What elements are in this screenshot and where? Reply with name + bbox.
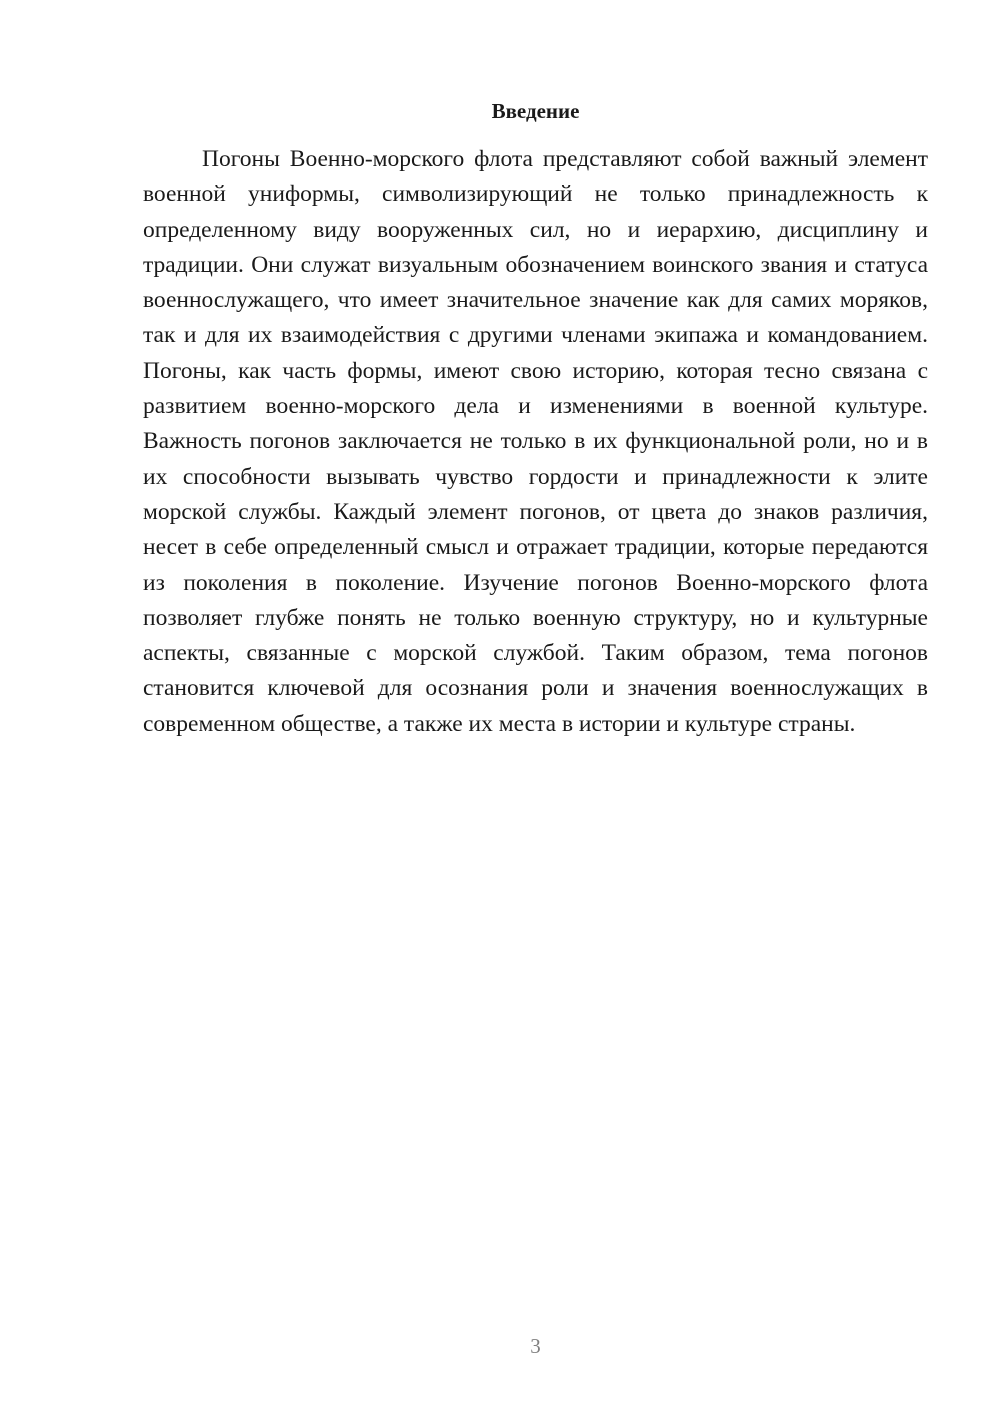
section-heading: Введение — [491, 99, 580, 123]
page-number: 3 — [530, 1334, 541, 1358]
body-paragraph: Погоны Военно-морского флота представляют собой важный элемент военной униформы, символизирующий не только принадлежность к определенному виду вооруженных сил, но и иерархию, дисциплину и традиции. Они служат визуальным обозначением воинского звания и статуса военнослужащего, что имеет значительное значение как для самих моряков, так и для их взаимодействия с другими членами экипажа и командованием. Погоны, как часть формы, имеют свою историю, которая тесно связана с развитием военно-морского дела и изменениями в военной культуре. Важность погонов заключается не только в их функциональной роли, но и в их способности вызывать чувство гордости и принадлежности к элите морской службы. Каждый элемент погонов, от цвета до знаков различия, несет в себе определенный смысл и отражает традиции, которые передаются из поколения в поколение. Изучение погонов Военно-морского флота позволяет глубже понять не только военную структуру, но и культурные аспекты, связанные с морской службой. Таким образом, тема погонов становится ключевой для осознания роли и значения военнослужащих в современном обществе, а также их места в истории и культуре страны. — [143, 146, 928, 737]
